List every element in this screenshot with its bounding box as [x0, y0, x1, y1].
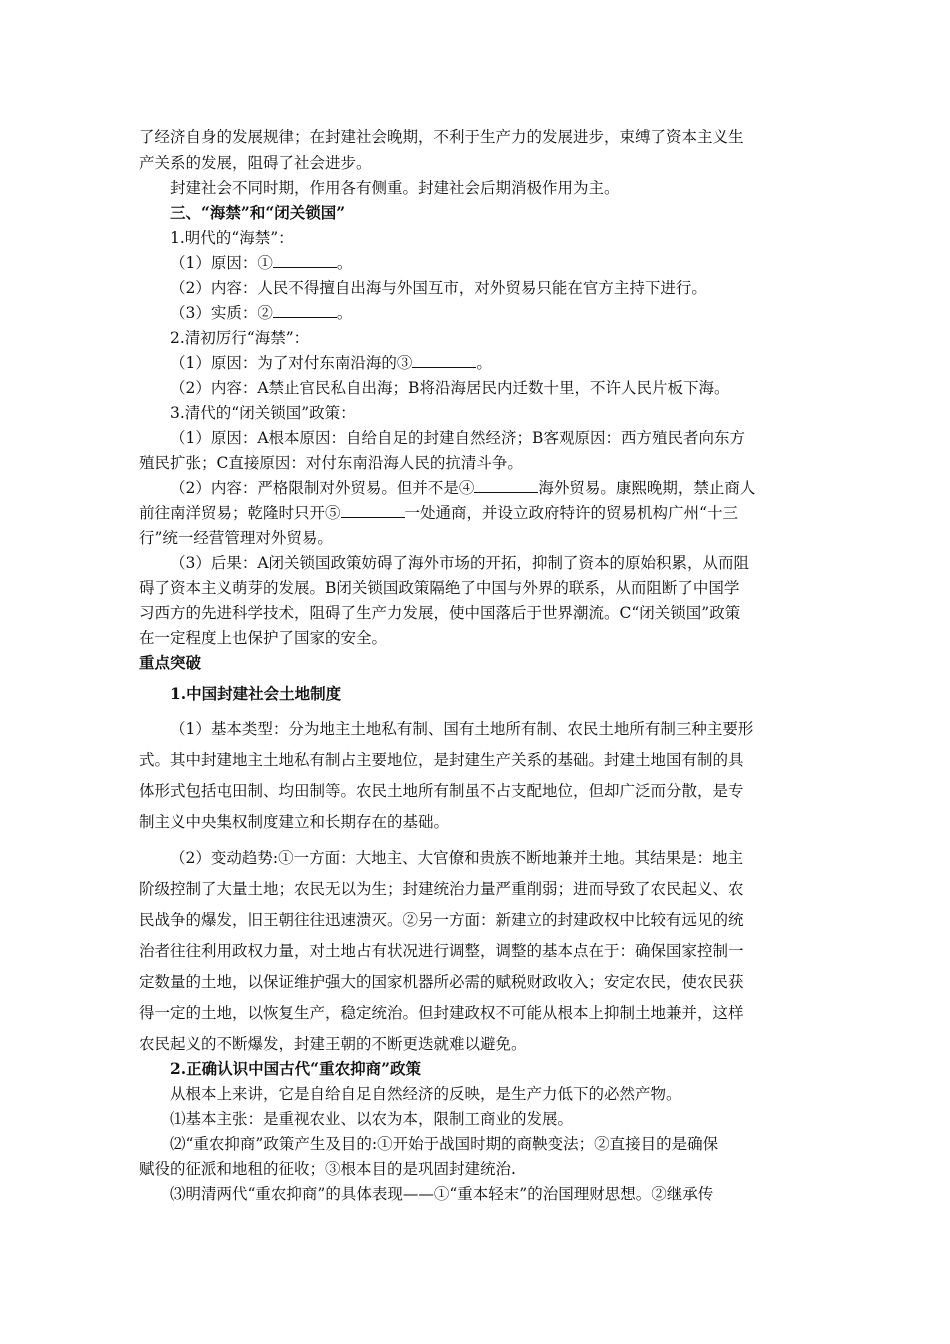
- text-line: 在一定程度上也保护了国家的安全。: [139, 629, 388, 647]
- text-line: （3）后果：A闭关锁国政策妨碍了海外市场的开拓，抑制了资本的原始积累，从而阻: [170, 554, 750, 572]
- text-span: （2）内容：严格限制对外贸易。但并不是④: [170, 479, 475, 497]
- text-line: ⑵“重农抑商”政策产生及目的:①开始于战国时期的商鞅变法；②直接目的是确保: [170, 1135, 719, 1153]
- answer-blank[interactable]: [474, 478, 538, 493]
- text-span: 海外贸易。康熙晚期，禁止商人: [538, 479, 756, 497]
- text-line: 赋役的征派和地租的征收；③根本目的是巩固封建统治.: [139, 1160, 516, 1178]
- fill-in-line: [170, 302, 352, 324]
- text-line: 制主义中央集权制度建立和长期存在的基础。: [139, 813, 450, 831]
- text-line: 民战争的爆发，旧王朝往往迅速溃灭。②另一方面：新建立的封建政权中比较有远见的统: [139, 911, 744, 929]
- text-span: 。: [336, 304, 353, 322]
- text-line: 产关系的发展，阻碍了社会进步。: [139, 154, 372, 172]
- subsection-title: 1.明代的“海禁”：: [170, 229, 294, 247]
- answer-blank[interactable]: [412, 353, 476, 368]
- text-span: 。: [476, 354, 492, 372]
- text-span: （1）原因：①: [170, 254, 273, 272]
- text-line: 治者往往利用政权力量，对土地占有状况进行调整，调整的基本点在于：确保国家控制一: [139, 942, 744, 960]
- subsection-title: 1.中国封建社会土地制度: [170, 684, 342, 703]
- fill-in-line: [170, 352, 492, 374]
- text-span: （1）原因：为了对付东南沿海的③: [170, 354, 413, 372]
- answer-blank[interactable]: [273, 303, 337, 318]
- subsection-title: 3.清代的“闭关锁国”政策：: [170, 404, 356, 422]
- text-line: 殖民扩张；C直接原因：对付东南沿海人民的抗清斗争。: [139, 454, 523, 472]
- text-line: （2）内容：人民不得擅自出海与外国互市，对外贸易只能在官方主持下进行。: [170, 279, 707, 297]
- text-line: （1）原因：A根本原因：自给自足的封建自然经济；B客观原因：西方殖民者向东方: [170, 429, 745, 447]
- text-line: ⑴基本主张：是重视农业、以农为本，限制工商业的发展。: [170, 1110, 574, 1128]
- text-line: （2）内容：A禁止官民私自出海；B将沿海居民内迁数十里，不许人民片板下海。: [170, 379, 730, 397]
- fill-in-line: [170, 252, 352, 274]
- text-span: （3）实质：②: [170, 304, 273, 322]
- text-line: 得一定的土地，以恢复生产，稳定统治。但封建政权不可能从根本上抑制土地兼并，这样: [139, 1004, 744, 1022]
- text-line: 习西方的先进科学技术，阻碍了生产力发展，使中国落后于世界潮流。C“闭关锁国”政策: [139, 604, 741, 622]
- text-line: 了经济自身的发展规律；在封建社会晚期，不利于生产力的发展进步，束缚了资本主义生: [139, 128, 744, 146]
- section-heading: 重点突破: [139, 653, 202, 672]
- text-line: 体形式包括屯田制、均田制等。农民土地所有制虽不占支配地位，但却广泛而分散，是专: [139, 782, 744, 800]
- text-line: 定数量的土地，以保证维护强大的国家机器所必需的赋税财政收入；安定农民，使农民获: [139, 973, 744, 991]
- text-line: 封建社会不同时期，作用各有侧重。封建社会后期消极作用为主。: [170, 179, 620, 197]
- text-line: 从根本上来讲，它是自给自足自然经济的反映，是生产力低下的必然产物。: [170, 1085, 682, 1103]
- text-line: 行”统一经营管理对外贸易。: [139, 529, 333, 547]
- fill-in-line: [170, 477, 755, 499]
- text-line: 碍了资本主义萌芽的发展。B闭关锁国政策隔绝了中国与外界的联系，从而阻断了中国学: [139, 579, 740, 597]
- text-line: 阶级控制了大量土地；农民无以为生；封建统治力量严重削弱；进而导致了农民起义、农: [139, 880, 744, 898]
- section-title: 三、“海禁”和“闭关锁国”: [170, 203, 346, 222]
- text-line: （1）基本类型：分为地主土地私有制、国有土地所有制、农民土地所有制三种主要形: [170, 720, 754, 738]
- fill-in-line: [139, 502, 738, 524]
- answer-blank[interactable]: [341, 503, 405, 518]
- text-line: （2）变动趋势:①一方面：大地主、大官僚和贵族不断地兼并土地。其结果是：地主: [170, 849, 744, 867]
- subsection-title: 2.正确认识中国古代“重农抑商”政策: [170, 1059, 422, 1078]
- subsection-title: 2.清初厉行“海禁”：: [170, 329, 310, 347]
- text-span: 一处通商，并设立政府特许的贸易机构广州“十三: [404, 504, 738, 522]
- answer-blank[interactable]: [273, 253, 337, 268]
- text-line: 式。其中封建地主土地私有制占主要地位，是封建生产关系的基础。封建土地国有制的具: [139, 751, 744, 769]
- text-span: 。: [336, 254, 353, 272]
- text-span: 前往南洋贸易；乾隆时只开⑤: [139, 504, 341, 522]
- text-line: 农民起义的不断爆发，封建王朝的不断更迭就难以避免。: [139, 1035, 527, 1053]
- text-line: ⑶明清两代“重农抑商”的具体表现——①“重本轻末”的治国理财思想。②继承传: [170, 1185, 714, 1203]
